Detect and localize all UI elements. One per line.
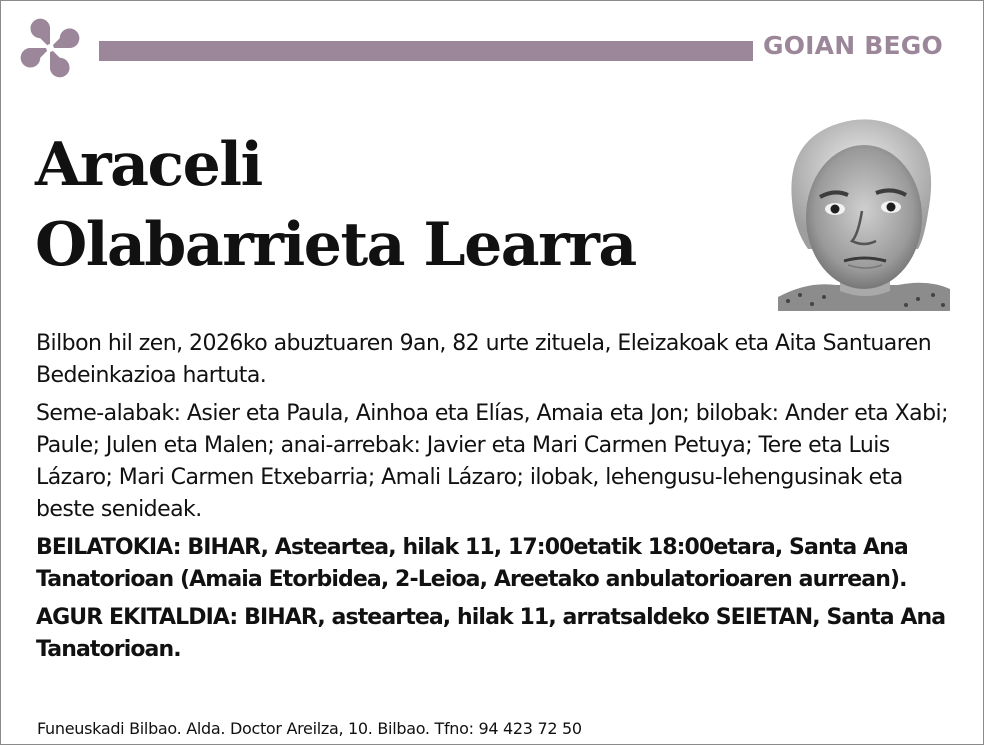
name-surnames: Olabarrieta Learra (35, 210, 636, 280)
section-title: GOIAN BEGO (763, 31, 943, 60)
family-list: Seme-alabak: Asier eta Paula, Ainhoa eta Elías, Amaia eta Jon; bilobak: Ander eta Xabi; Paule; Julen eta Malen; anai-arrebak: Javier eta Mari Carmen Petuya; Tere eta Luis Lázaro; Mari Carmen Etxebarria; Amali Lázaro; ilobak, lehengusu-lehengusinak eta beste senideak. (36, 401, 948, 522)
funeral-home-info: Funeuskadi Bilbao. Alda. Doctor Areilza, 10. Bilbao. Tfno: 94 423 72 50 (37, 719, 582, 738)
portrait-photo (778, 109, 950, 311)
name-first: Araceli (35, 130, 262, 200)
obituary-body (36, 328, 956, 672)
deceased-name (35, 125, 636, 285)
header-rule (99, 41, 753, 61)
lauburu-icon (11, 9, 89, 87)
wake-notice: BEILATOKIA: BIHAR, Asteartea, hilak 11, 17:00etatik 18:00etara, Santa Ana Tanatorioan (Amaia Etorbidea, 2-Leioa, Areetako anbulatorioaren aurrean). (36, 535, 908, 592)
death-statement: Bilbon hil zen, 2026ko abuztuaren 9an, 82 urte zituela, Eleizakoak eta Aita Santuaren Bedeinkazioa hartuta. (36, 331, 932, 388)
farewell-notice: AGUR EKITALDIA: BIHAR, asteartea, hilak 11, arratsaldeko SEIETAN, Santa Ana Tanatorioan. (36, 605, 946, 662)
